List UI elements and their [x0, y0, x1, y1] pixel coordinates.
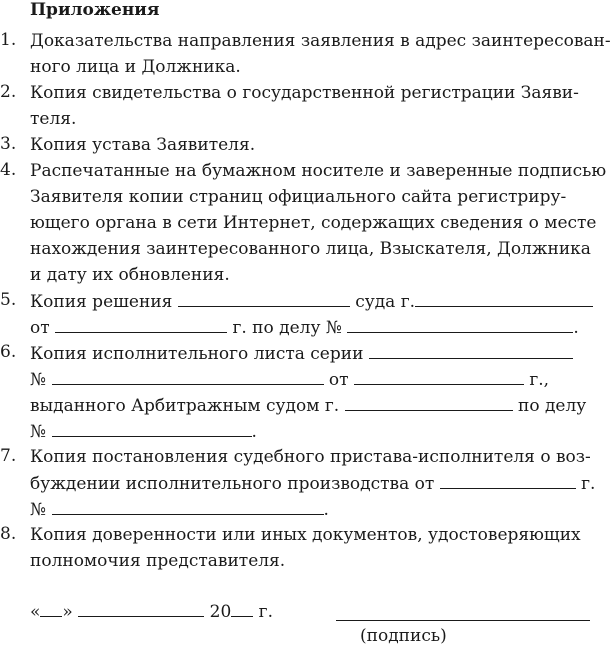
blank-number[interactable] [52, 496, 324, 515]
item-text-line: Копия доверенности или иных документов, удостоверяющих [30, 525, 581, 545]
item-number: 1. [0, 30, 17, 50]
item-text-line [30, 418, 590, 444]
item-text: по делу [518, 396, 587, 416]
item-text: № [30, 422, 47, 442]
item-text: суда г. [355, 292, 416, 312]
item-text-line: ного лица и Должника. [30, 57, 241, 77]
item-text: Копия исполнительного листа серии [30, 344, 364, 364]
item-text: Копия решения [30, 292, 173, 312]
blank-series[interactable] [369, 340, 573, 359]
item-number: 3. [0, 134, 17, 154]
year-prefix: 20 [209, 602, 232, 622]
blank-day[interactable] [40, 598, 62, 617]
item-number: 6. [0, 342, 17, 362]
year-suffix: г. [258, 602, 273, 622]
item-text: г. по делу № [232, 318, 342, 338]
blank-decision[interactable] [178, 288, 350, 307]
item-text-line: ющего органа в сети Интернет, содержащих сведения о месте [30, 213, 597, 233]
item-text-line: Копия устава Заявителя. [30, 135, 256, 155]
item-text-line [30, 470, 596, 496]
item-text: буждении исполнительного производства от [30, 474, 435, 494]
item-text: . [251, 422, 257, 442]
blank-month[interactable] [78, 598, 204, 617]
blank-date[interactable] [55, 314, 227, 333]
item-number: 8. [0, 524, 17, 544]
blank-year[interactable] [231, 598, 253, 617]
item-text-line: полномочия представителя. [30, 551, 286, 571]
item-text-line: и дату их обновления. [30, 265, 230, 285]
item-text-line: Распечатанные на бумажном носителе и заверенные подписью [30, 161, 607, 181]
item-text: г. [581, 474, 596, 494]
signature-label: (подпись) [360, 626, 447, 646]
item-text-line: Доказательства направления заявления в адрес заинтересован- [30, 31, 611, 51]
section-heading: Приложения [30, 0, 160, 20]
item-text-line [30, 496, 590, 522]
item-text-line: Копия свидетельства о государственной регистрации Заяви- [30, 83, 579, 103]
item-text: выданного Арбитражным судом г. [30, 396, 340, 416]
item-text-line: Копия постановления судебного пристава-исполнителя о воз- [30, 447, 591, 467]
blank-case-number[interactable] [52, 418, 252, 437]
signature-line[interactable] [336, 620, 590, 621]
blank-date[interactable] [354, 366, 524, 385]
item-text-line [30, 288, 590, 314]
item-text: . [573, 318, 579, 338]
item-text-line: Заявителя копии страниц официального сайта регистриру- [30, 187, 567, 207]
blank-date[interactable] [440, 470, 576, 489]
item-number: 4. [0, 160, 17, 180]
blank-number[interactable] [52, 366, 324, 385]
item-number: 2. [0, 82, 17, 102]
item-text-line [30, 366, 590, 392]
item-text-line [30, 314, 590, 340]
blank-case-number[interactable] [347, 314, 573, 333]
item-text: г., [529, 370, 550, 390]
blank-court-city[interactable] [345, 392, 513, 411]
item-text: . [323, 500, 329, 520]
item-number: 5. [0, 290, 17, 310]
item-text: от [328, 370, 349, 390]
item-text: № [30, 500, 47, 520]
item-text-line [30, 392, 590, 418]
quote-open: « [30, 602, 41, 622]
date-line [30, 598, 273, 624]
blank-court-city[interactable] [415, 288, 593, 307]
item-number: 7. [0, 446, 17, 466]
item-text-line [30, 340, 590, 366]
item-text: № [30, 370, 47, 390]
item-text: от [30, 318, 50, 338]
item-text-line: нахождения заинтересованного лица, Взыскателя, Должника [30, 239, 591, 259]
quote-close: » [62, 602, 73, 622]
item-text-line: теля. [30, 109, 77, 129]
